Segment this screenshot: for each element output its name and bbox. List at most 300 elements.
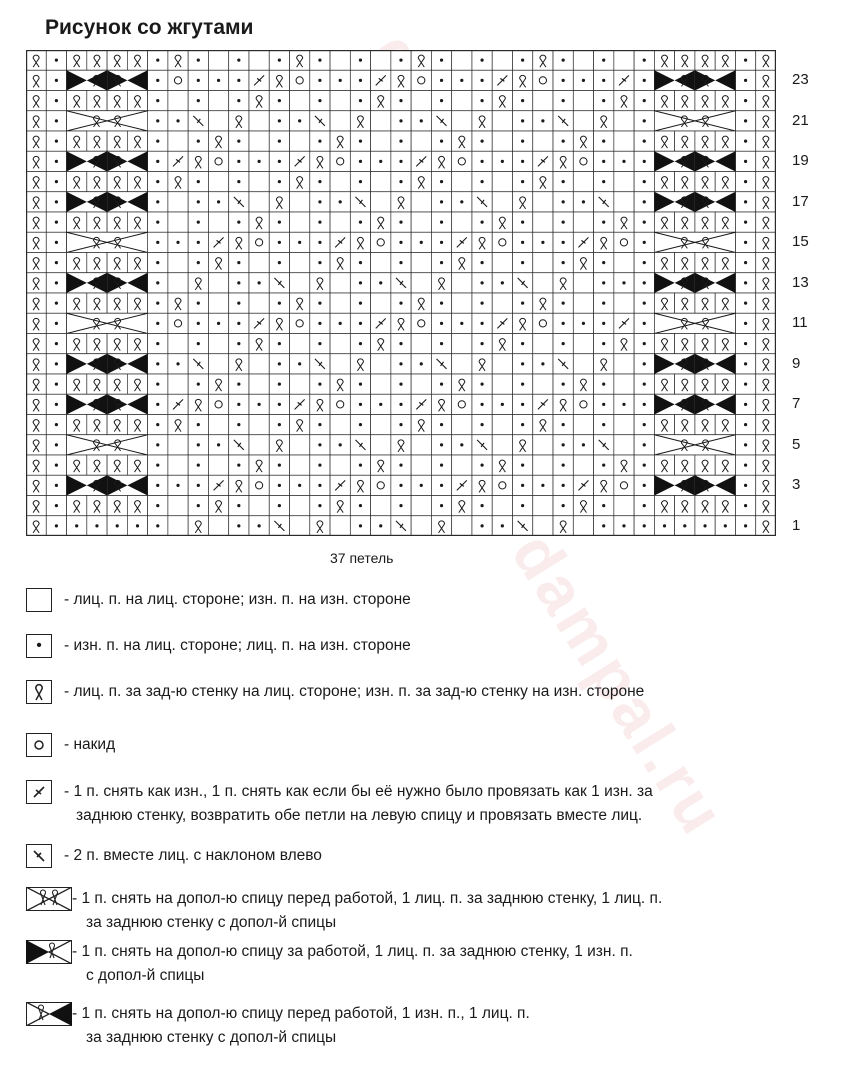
chart-cell bbox=[391, 354, 411, 374]
chart-cell bbox=[553, 273, 573, 293]
chart-cell bbox=[411, 394, 431, 414]
chart-cell bbox=[614, 394, 634, 414]
chart-cell bbox=[614, 435, 634, 455]
chart-cell bbox=[553, 475, 573, 495]
chart-cell bbox=[594, 496, 614, 516]
chart-cell bbox=[310, 111, 330, 131]
cable-symbol bbox=[67, 435, 148, 455]
chart-cell bbox=[107, 172, 127, 192]
chart-cell bbox=[431, 293, 451, 313]
chart-cell bbox=[310, 435, 330, 455]
chart-row bbox=[26, 455, 776, 475]
chart-cell bbox=[594, 50, 614, 70]
chart-cell bbox=[452, 192, 472, 212]
chart-cell bbox=[594, 435, 614, 455]
chart-cell bbox=[634, 313, 654, 333]
chart-cell bbox=[148, 91, 168, 111]
chart-cell bbox=[654, 293, 674, 313]
chart-cell bbox=[290, 91, 310, 111]
chart-cell bbox=[452, 435, 472, 455]
chart-cell bbox=[371, 192, 391, 212]
chart-cell bbox=[107, 253, 127, 273]
chart-cell bbox=[188, 496, 208, 516]
chart-cell bbox=[168, 455, 188, 475]
chart-cell bbox=[573, 232, 593, 252]
chart-cell bbox=[148, 192, 168, 212]
chart-cell bbox=[290, 516, 310, 536]
chart-cell bbox=[229, 253, 249, 273]
chart-cell bbox=[26, 192, 46, 212]
chart-cell bbox=[148, 70, 168, 90]
chart-cell bbox=[249, 131, 269, 151]
chart-cell bbox=[168, 394, 188, 414]
chart-cell bbox=[573, 354, 593, 374]
chart-cell bbox=[695, 455, 715, 475]
chart-cell bbox=[127, 131, 147, 151]
chart-cell bbox=[148, 435, 168, 455]
chart-cell bbox=[492, 131, 512, 151]
chart-cell bbox=[594, 253, 614, 273]
chart-cell bbox=[431, 273, 451, 293]
chart-cell bbox=[614, 516, 634, 536]
chart-cell bbox=[431, 334, 451, 354]
chart-cell bbox=[411, 516, 431, 536]
chart-cell bbox=[492, 415, 512, 435]
chart-cell bbox=[756, 435, 776, 455]
chart-cell bbox=[695, 496, 715, 516]
chart-cell bbox=[208, 131, 228, 151]
chart-cell bbox=[87, 91, 107, 111]
chart-cell bbox=[735, 273, 755, 293]
chart-cell bbox=[594, 415, 614, 435]
chart-cell bbox=[594, 172, 614, 192]
chart-cell bbox=[26, 374, 46, 394]
chart-cell bbox=[371, 293, 391, 313]
chart-cell bbox=[411, 374, 431, 394]
chart-cell bbox=[533, 313, 553, 333]
chart-cell bbox=[330, 475, 350, 495]
chart-cell bbox=[208, 435, 228, 455]
chart-cell bbox=[87, 50, 107, 70]
chart-cell bbox=[188, 172, 208, 192]
chart-cell bbox=[26, 50, 46, 70]
chart-cell bbox=[573, 172, 593, 192]
chart-cell bbox=[452, 212, 472, 232]
chart-cell bbox=[269, 313, 289, 333]
chart-cell bbox=[533, 354, 553, 374]
legend-text: - 2 п. вместе лиц. с наклоном влево bbox=[64, 847, 322, 864]
chart-cell bbox=[472, 151, 492, 171]
chart-cell bbox=[614, 475, 634, 495]
legend-text: - 1 п. снять на допол-ю спицу перед работой, 1 изн. п., 1 лиц. п. bbox=[72, 1005, 530, 1022]
row-number: 9 bbox=[792, 354, 801, 372]
row-number: 15 bbox=[792, 233, 809, 251]
chart-row bbox=[26, 131, 776, 151]
chart-cell bbox=[249, 435, 269, 455]
chart-cell bbox=[168, 253, 188, 273]
chart-cell bbox=[330, 516, 350, 536]
chart-cell bbox=[654, 131, 674, 151]
chart-cell bbox=[573, 70, 593, 90]
chart-cell bbox=[512, 516, 532, 536]
chart-cell bbox=[290, 455, 310, 475]
chart-cell bbox=[168, 151, 188, 171]
chart-cell bbox=[269, 496, 289, 516]
chart-cell bbox=[452, 273, 472, 293]
chart-cell bbox=[46, 232, 66, 252]
chart-cell bbox=[756, 415, 776, 435]
chart-cell bbox=[654, 496, 674, 516]
chart-cell bbox=[472, 516, 492, 536]
chart-cell bbox=[168, 212, 188, 232]
chart-cell bbox=[46, 131, 66, 151]
chart-cell bbox=[107, 91, 127, 111]
chart-cell bbox=[67, 496, 87, 516]
chart-cell bbox=[512, 455, 532, 475]
chart-cell bbox=[735, 313, 755, 333]
chart-cell bbox=[371, 475, 391, 495]
chart-cell bbox=[654, 50, 674, 70]
chart-cell bbox=[350, 91, 370, 111]
chart-cell bbox=[371, 232, 391, 252]
chart-cell bbox=[553, 354, 573, 374]
chart-cell bbox=[573, 273, 593, 293]
chart-cell bbox=[512, 394, 532, 414]
chart-cell bbox=[330, 253, 350, 273]
chart-cell bbox=[735, 172, 755, 192]
chart-cell bbox=[188, 455, 208, 475]
chart-cell bbox=[269, 70, 289, 90]
chart-cell bbox=[533, 253, 553, 273]
chart-cell bbox=[371, 516, 391, 536]
chart-cell bbox=[756, 394, 776, 414]
chart-cell bbox=[46, 313, 66, 333]
chart-cell bbox=[553, 374, 573, 394]
chart-cell bbox=[371, 70, 391, 90]
chart-cell bbox=[391, 273, 411, 293]
chart-cell bbox=[472, 394, 492, 414]
chart-row bbox=[26, 172, 776, 192]
chart-cell bbox=[573, 253, 593, 273]
chart-cell bbox=[310, 70, 330, 90]
ssk-symbol-icon bbox=[26, 780, 52, 804]
chart-cell bbox=[654, 91, 674, 111]
chart-cell bbox=[188, 475, 208, 495]
chart-cell bbox=[229, 475, 249, 495]
chart-cell bbox=[87, 334, 107, 354]
chart-row bbox=[26, 475, 776, 495]
chart-cell bbox=[67, 50, 87, 70]
chart-cell bbox=[492, 192, 512, 212]
chart-cell bbox=[107, 374, 127, 394]
chart-cell bbox=[269, 273, 289, 293]
chart-cell bbox=[472, 334, 492, 354]
chart-cell bbox=[411, 70, 431, 90]
chart-cell bbox=[290, 293, 310, 313]
chart-cell bbox=[371, 111, 391, 131]
chart-cell bbox=[371, 172, 391, 192]
chart-cell bbox=[249, 455, 269, 475]
chart-cell bbox=[208, 374, 228, 394]
chart-cell bbox=[735, 192, 755, 212]
chart-cell bbox=[472, 496, 492, 516]
chart-cell bbox=[249, 172, 269, 192]
chart-cell bbox=[492, 435, 512, 455]
chart-cell bbox=[330, 394, 350, 414]
chart-cell bbox=[269, 374, 289, 394]
chart-cell bbox=[573, 415, 593, 435]
chart-cell bbox=[411, 475, 431, 495]
chart-cell bbox=[553, 232, 573, 252]
cable-back-purl-icon bbox=[26, 940, 72, 972]
chart-cell bbox=[67, 172, 87, 192]
chart-cell bbox=[492, 334, 512, 354]
chart-cell bbox=[249, 111, 269, 131]
chart-cell bbox=[249, 212, 269, 232]
chart-cell bbox=[269, 415, 289, 435]
cable-symbol bbox=[67, 394, 148, 414]
chart-cell bbox=[533, 435, 553, 455]
chart-cell bbox=[26, 415, 46, 435]
chart-cell bbox=[330, 192, 350, 212]
chart-cell bbox=[695, 91, 715, 111]
chart-cell bbox=[654, 415, 674, 435]
chart-cell bbox=[533, 151, 553, 171]
chart-cell bbox=[452, 111, 472, 131]
chart-cell bbox=[472, 374, 492, 394]
chart-cell bbox=[573, 50, 593, 70]
chart-cell bbox=[107, 131, 127, 151]
chart-cell bbox=[411, 313, 431, 333]
chart-cell bbox=[695, 516, 715, 536]
chart-cell bbox=[371, 374, 391, 394]
chart-cell bbox=[452, 151, 472, 171]
legend-text-continued: за заднюю стенку с допол-й спицы bbox=[86, 914, 337, 931]
chart-cell bbox=[472, 253, 492, 273]
chart-cell bbox=[573, 394, 593, 414]
chart-cell bbox=[269, 192, 289, 212]
chart-cell bbox=[330, 374, 350, 394]
chart-cell bbox=[512, 172, 532, 192]
cable-symbol bbox=[67, 70, 148, 90]
chart-cell bbox=[431, 91, 451, 111]
chart-cell bbox=[330, 334, 350, 354]
chart-cell bbox=[87, 293, 107, 313]
chart-cell bbox=[208, 334, 228, 354]
chart-cell bbox=[67, 374, 87, 394]
chart-cell bbox=[26, 111, 46, 131]
chart-cell bbox=[310, 334, 330, 354]
chart-cell bbox=[229, 334, 249, 354]
k2tog-symbol-icon bbox=[26, 844, 52, 868]
chart-cell bbox=[553, 516, 573, 536]
chart-cell bbox=[472, 131, 492, 151]
chart-cell bbox=[87, 131, 107, 151]
chart-cell bbox=[715, 212, 735, 232]
chart-cell bbox=[756, 172, 776, 192]
chart-cell bbox=[411, 172, 431, 192]
chart-cell bbox=[675, 516, 695, 536]
chart-cell bbox=[553, 70, 573, 90]
chart-cell bbox=[229, 516, 249, 536]
chart-cell bbox=[26, 91, 46, 111]
chart-cell bbox=[573, 212, 593, 232]
stitch-count-caption: 37 петель bbox=[330, 550, 394, 566]
chart-cell bbox=[452, 70, 472, 90]
chart-cell bbox=[168, 232, 188, 252]
chart-cell bbox=[67, 253, 87, 273]
chart-row bbox=[26, 435, 776, 455]
chart-cell bbox=[735, 475, 755, 495]
chart-cell bbox=[411, 334, 431, 354]
chart-cell bbox=[472, 91, 492, 111]
chart-cell bbox=[553, 212, 573, 232]
chart-cell bbox=[46, 293, 66, 313]
chart-cell bbox=[756, 70, 776, 90]
chart-cell bbox=[249, 313, 269, 333]
row-number: 17 bbox=[792, 192, 809, 210]
chart-cell bbox=[350, 293, 370, 313]
chart-cell bbox=[249, 334, 269, 354]
chart-cell bbox=[148, 232, 168, 252]
chart-cell bbox=[350, 151, 370, 171]
chart-cell bbox=[452, 516, 472, 536]
chart-cell bbox=[26, 394, 46, 414]
chart-cell bbox=[553, 253, 573, 273]
chart-cell bbox=[573, 475, 593, 495]
chart-cell bbox=[127, 172, 147, 192]
chart-cell bbox=[168, 172, 188, 192]
chart-cell bbox=[46, 192, 66, 212]
chart-cell bbox=[594, 111, 614, 131]
chart-cell bbox=[735, 415, 755, 435]
chart-cell bbox=[26, 293, 46, 313]
chart-cell bbox=[391, 435, 411, 455]
chart-cell bbox=[735, 111, 755, 131]
chart-cell bbox=[310, 172, 330, 192]
chart-cell bbox=[148, 334, 168, 354]
chart-cell bbox=[654, 334, 674, 354]
chart-cell bbox=[614, 151, 634, 171]
purl-symbol-icon: • bbox=[26, 634, 52, 658]
chart-cell bbox=[249, 293, 269, 313]
chart-cell bbox=[310, 91, 330, 111]
chart-cell bbox=[290, 496, 310, 516]
chart-cell bbox=[188, 253, 208, 273]
chart-cell bbox=[310, 212, 330, 232]
chart-cell bbox=[148, 354, 168, 374]
chart-cell bbox=[290, 172, 310, 192]
chart-cell bbox=[310, 354, 330, 374]
chart-cell bbox=[472, 50, 492, 70]
chart-cell bbox=[512, 475, 532, 495]
chart-cell bbox=[46, 435, 66, 455]
chart-cell bbox=[269, 394, 289, 414]
chart-cell bbox=[229, 354, 249, 374]
chart-cell bbox=[391, 172, 411, 192]
yarn-over-symbol-icon bbox=[26, 733, 52, 757]
chart-cell bbox=[756, 475, 776, 495]
chart-cell bbox=[735, 253, 755, 273]
knit-symbol-icon bbox=[26, 588, 52, 612]
chart-cell bbox=[107, 293, 127, 313]
chart-cell bbox=[715, 415, 735, 435]
chart-cell bbox=[735, 496, 755, 516]
chart-cell bbox=[411, 496, 431, 516]
chart-cell bbox=[411, 212, 431, 232]
chart-cell bbox=[735, 70, 755, 90]
chart-cell bbox=[411, 354, 431, 374]
chart-cell bbox=[715, 50, 735, 70]
chart-cell bbox=[452, 313, 472, 333]
legend-text: - лиц. п. за зад-ю стенку на лиц. стороне; изн. п. за зад-ю стенку на изн. стороне bbox=[64, 683, 645, 700]
chart-cell bbox=[411, 455, 431, 475]
chart-cell bbox=[411, 91, 431, 111]
chart-cell bbox=[735, 435, 755, 455]
chart-cell bbox=[492, 70, 512, 90]
chart-cell bbox=[208, 172, 228, 192]
chart-cell bbox=[310, 131, 330, 151]
chart-cell bbox=[249, 70, 269, 90]
chart-cell bbox=[330, 232, 350, 252]
chart-cell bbox=[431, 394, 451, 414]
chart-cell bbox=[492, 212, 512, 232]
chart-cell bbox=[594, 212, 614, 232]
chart-cell bbox=[654, 253, 674, 273]
chart-cell bbox=[675, 172, 695, 192]
chart-cell bbox=[735, 91, 755, 111]
chart-cell bbox=[229, 496, 249, 516]
chart-row bbox=[26, 232, 776, 252]
chart-cell bbox=[26, 212, 46, 232]
chart-cell bbox=[756, 293, 776, 313]
chart-cell bbox=[634, 374, 654, 394]
chart-cell bbox=[411, 232, 431, 252]
chart-cell bbox=[350, 70, 370, 90]
cable-symbol bbox=[67, 232, 148, 252]
chart-cell bbox=[553, 111, 573, 131]
chart-cell bbox=[269, 212, 289, 232]
chart-cell bbox=[756, 253, 776, 273]
chart-cell bbox=[26, 475, 46, 495]
chart-cell bbox=[310, 496, 330, 516]
chart-cell bbox=[553, 496, 573, 516]
chart-cell bbox=[533, 293, 553, 313]
row-number: 5 bbox=[792, 435, 801, 453]
chart-cell bbox=[411, 273, 431, 293]
chart-cell bbox=[208, 455, 228, 475]
chart-cell bbox=[269, 151, 289, 171]
chart-cell bbox=[127, 212, 147, 232]
chart-cell bbox=[310, 293, 330, 313]
chart-cell bbox=[675, 374, 695, 394]
chart-cell bbox=[533, 212, 553, 232]
chart-cell bbox=[512, 273, 532, 293]
chart-cell bbox=[229, 50, 249, 70]
chart-cell bbox=[634, 354, 654, 374]
chart-cell bbox=[573, 111, 593, 131]
chart-cell bbox=[533, 334, 553, 354]
chart-cell bbox=[208, 151, 228, 171]
chart-cell bbox=[269, 50, 289, 70]
chart-cell bbox=[614, 293, 634, 313]
chart-cell bbox=[553, 415, 573, 435]
chart-cell bbox=[553, 313, 573, 333]
chart-cell bbox=[87, 253, 107, 273]
chart-cell bbox=[208, 111, 228, 131]
chart-cell bbox=[594, 516, 614, 536]
chart-cell bbox=[594, 91, 614, 111]
